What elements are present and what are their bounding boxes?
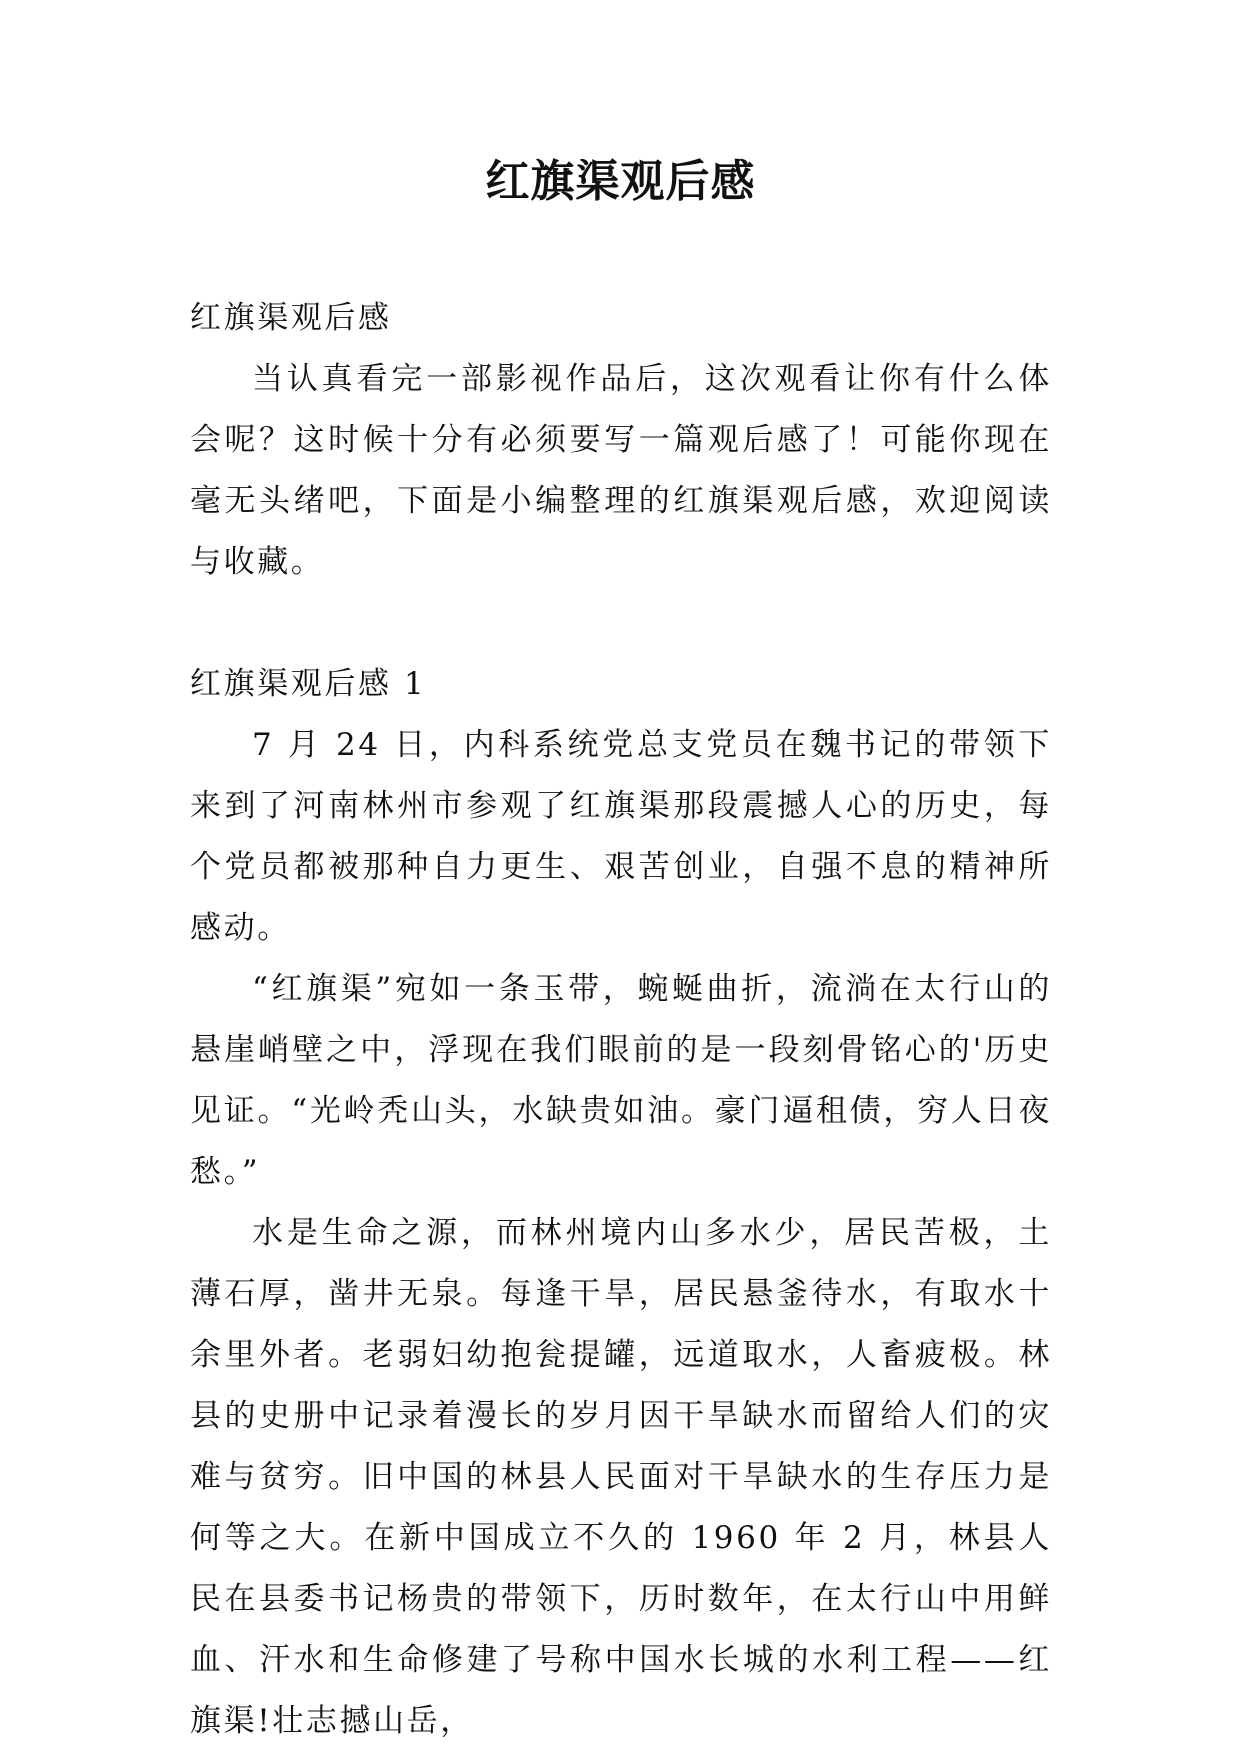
intro-heading: 红旗渠观后感 — [190, 300, 392, 336]
section-1-paragraph-2: “红旗渠”宛如一条玉带，蜿蜒曲折，流淌在太行山的悬崖峭壁之中，浮现在我们眼前的是一段刻骨铭心的'历史见证。“光岭秃山头，水缺贵如油。豪门逼租债，穷人日夜愁。” — [190, 971, 1052, 1190]
section-1-paragraph-1: 7 月 24 日，内科系统党总支党员在魏书记的带领下来到了河南林州市参观了红旗渠那段震撼人心的历史，每个党员都被那种自力更生、艰苦创业，自强不息的精神所感动。 — [190, 727, 1052, 946]
document-body — [190, 288, 1052, 1752]
section-spacer — [190, 593, 1052, 654]
section-1-heading: 红旗渠观后感 1 — [190, 666, 427, 702]
intro-paragraph: 当认真看完一部影视作品后，这次观看让你有什么体会呢？这时候十分有必须要写一篇观后感了！可能你现在毫无头绪吧，下面是小编整理的红旗渠观后感，欢迎阅读与收藏。 — [190, 361, 1052, 580]
document-title: 红旗渠观后感 — [485, 156, 756, 207]
section-1-paragraph-3: 水是生命之源，而林州境内山多水少，居民苦极，土薄石厚，凿井无泉。每逢干旱，居民悬釜待水，有取水十余里外者。老弱妇幼抱瓮提罐，远道取水，人畜疲极。林县的史册中记录着漫长的岁月因干旱缺水而留给人们的灾难与贫穷。旧中国的林县人民面对干旱缺水的生存压力是何等之大。在新中国成立不久的 1960 年 2 月，林县人民在县委书记杨贵的带领下，历时数年，在太行山中用鲜血、汗水和生命修建了号称中国水长城的水利工程——红旗渠!壮志撼山岳， — [190, 1215, 1052, 1739]
